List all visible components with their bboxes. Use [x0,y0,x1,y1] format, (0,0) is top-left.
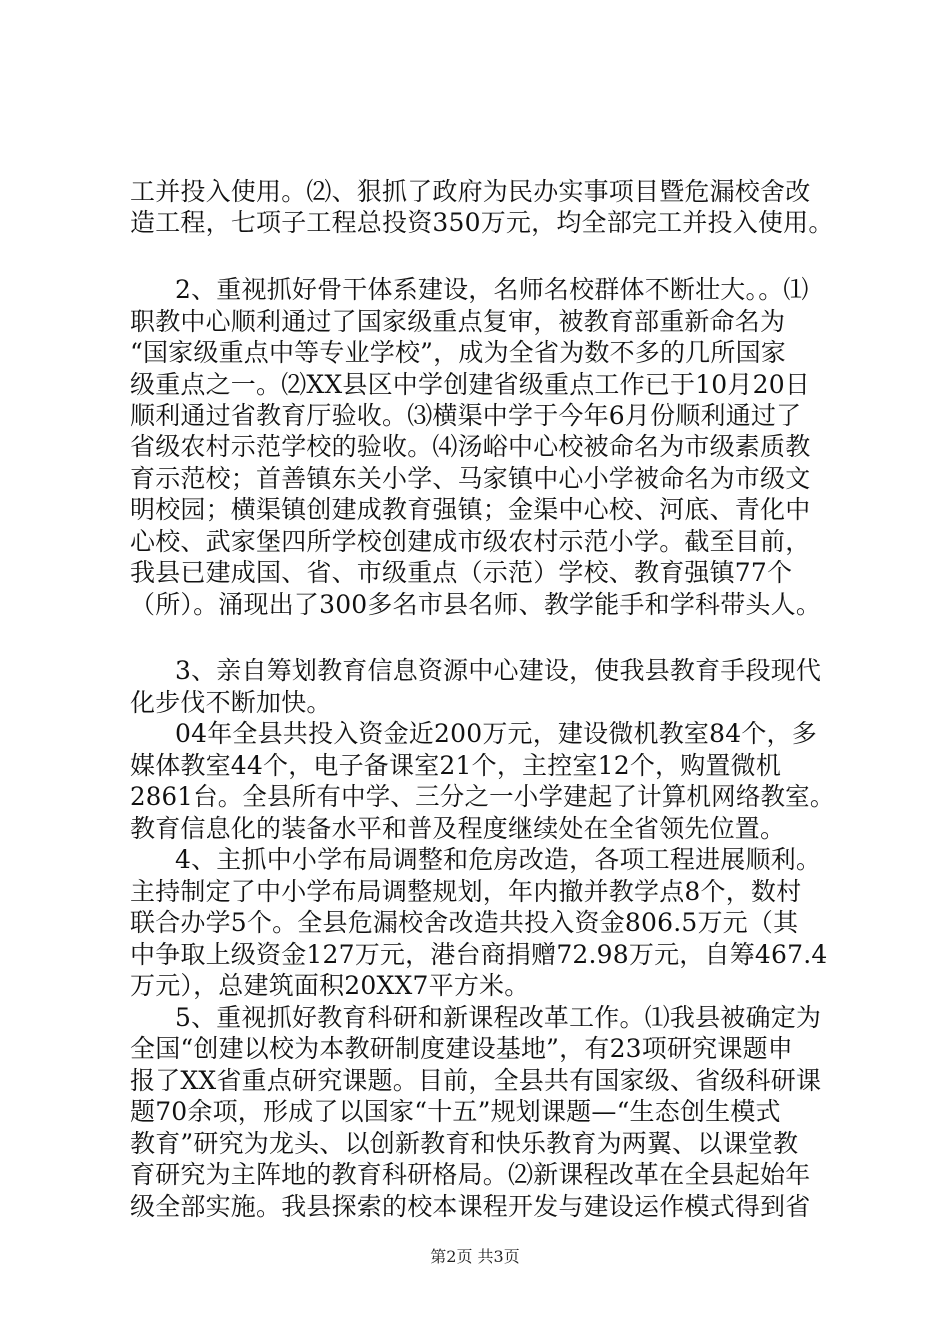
text-line: 育研究为主阵地的教育科研格局。⑵新课程改革在全县起始年 [130,1160,811,1189]
text-line: 化步伐不断加快。 [130,688,332,717]
text-line: 3、亲自筹划教育信息资源中心建设，使我县教育手段现代 [175,656,822,685]
text-line: 媒体教室44个，电子备课室21个，主控室12个，购置微机 [130,751,782,780]
text-line: 省级农村示范学校的验收。⑷汤峪中心校被命名为市级素质教 [130,432,811,461]
text-line: 明校园；横渠镇创建成教育强镇；金渠中心校、河底、青化中 [130,495,811,524]
text-line: 心校、武家堡四所学校创建成市级农村示范小学。截至目前， [130,527,811,556]
text-line: 报了XX省重点研究课题。目前，全县共有国家级、省级科研课 [130,1066,822,1095]
text-line: （所）。涌现出了300多名市县名师、教学能手和学科带头人。 [130,590,822,619]
text-line: 我县已建成国、省、市级重点（示范）学校、教育强镇77个 [130,558,793,587]
page-number-footer: 第2页 共3页 [430,1247,520,1266]
text-line: 造工程，七项子工程总投资350万元，均全部完工并投入使用。 [130,208,834,237]
text-line: 万元），总建筑面积20XX7平方米。 [130,971,530,1000]
text-line: 联合办学5个。全县危漏校舍改造共投入资金806.5万元（其 [130,908,799,937]
text-line: 职教中心顺利通过了国家级重点复审，被教育部重新命名为 [130,307,786,336]
text-line: 5、重视抓好教育科研和新课程改革工作。⑴我县被确定为 [175,1003,822,1032]
text-line: 工并投入使用。⑵、狠抓了政府为民办实事项目暨危漏校舍改 [130,177,811,206]
text-line: 级重点之一。⑵XX县区中学创建省级重点工作已于10月20日 [130,370,811,399]
text-line: 4、主抓中小学布局调整和危房改造，各项工程进展顺利。 [175,845,822,874]
text-line: 教育”研究为龙头、以创新教育和快乐教育为两翼、以课堂教 [130,1129,799,1158]
text-line: 级全部实施。我县探索的校本课程开发与建设运作模式得到省 [130,1192,811,1221]
text-line: 04年全县共投入资金近200万元，建设微机教室84个，多 [175,719,817,748]
text-line: 题70余项，形成了以国家“十五”规划课题—“生态创生模式 [130,1097,781,1126]
text-line: “国家级重点中等专业学校”，成为全省为数不多的几所国家 [130,338,786,367]
text-line: 2、重视抓好骨干体系建设，名师名校群体不断壮大。。⑴ [175,275,809,304]
text-line: 顺利通过省教育厅验收。⑶横渠中学于今年6月份顺利通过了 [130,401,802,430]
text-line: 全国“创建以校为本教研制度建设基地”，有23项研究课题申 [130,1034,793,1063]
text-line: 主持制定了中小学布局调整规划，年内撤并教学点8个，数村 [130,877,802,906]
text-line: 中争取上级资金127万元，港台商捐赠72.98万元，自筹467.4 [130,940,828,969]
text-line: 育示范校；首善镇东关小学、马家镇中心小学被命名为市级文 [130,464,811,493]
text-line: 教育信息化的装备水平和普及程度继续处在全省领先位置。 [130,814,786,843]
text-line: 2861台。全县所有中学、三分之一小学建起了计算机网络教室。 [130,782,835,811]
